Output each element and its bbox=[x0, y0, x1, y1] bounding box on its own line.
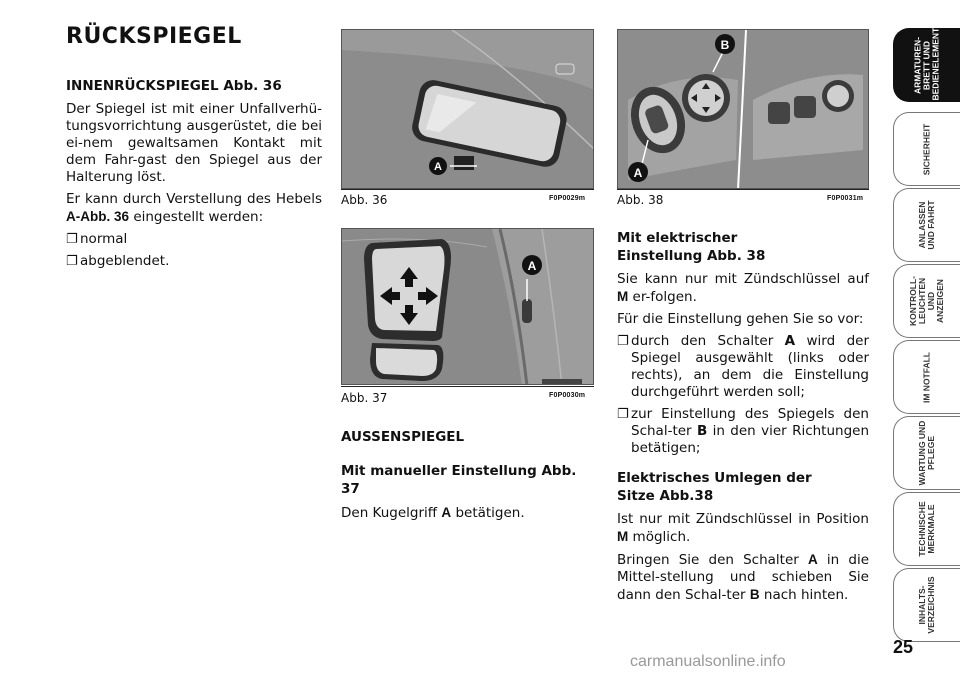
figure-interior-mirror bbox=[341, 29, 594, 189]
subsection-heading: Mit elektrischer Einstellung Abb. 38 bbox=[617, 230, 766, 264]
caption-rule bbox=[341, 386, 594, 387]
subsection-heading: Elektrisches Umlegen der Sitze Abb.38 bbox=[617, 470, 812, 504]
middle-column bbox=[341, 428, 597, 527]
figure-code: F0P0030m bbox=[549, 392, 586, 399]
checkbox-bullet-icon: ❐ bbox=[66, 232, 78, 247]
tab-technische-merkmale[interactable]: TECHNISCHE MERKMALE bbox=[893, 492, 960, 566]
tab-armaturenbrett[interactable]: ARMATUREN- BRETT UND BEDIENELEMENTE bbox=[893, 28, 960, 102]
figure-caption: Abb. 36 bbox=[341, 193, 388, 207]
list-item: ❐ abgeblendet. bbox=[66, 253, 170, 269]
section-heading-interior-mirror: INNENRÜCKSPIEGEL Abb. 36 bbox=[66, 78, 282, 94]
checkbox-bullet-icon: ❐ bbox=[617, 334, 629, 349]
tab-sicherheit[interactable]: SICHERHEIT bbox=[893, 112, 960, 186]
paragraph: Bringen Sie den Schalter A in die Mittel-stellung und schieben Sie dann den Schal-ter B nach hinten. bbox=[617, 552, 869, 603]
figure-caption: Abb. 38 bbox=[617, 193, 664, 207]
paragraph: Er kann durch Verstellung des Hebels A-Abb. 36 eingestellt werden: bbox=[66, 191, 322, 225]
paragraph: Ist nur mit Zündschlüssel in Position M möglich. bbox=[617, 511, 869, 545]
tab-anlassen[interactable]: ANLASSEN UND FAHRT bbox=[893, 188, 960, 262]
page-title: RÜCKSPIEGEL bbox=[66, 24, 242, 49]
caption-rule bbox=[617, 189, 869, 190]
list-item: ❐ normal bbox=[66, 231, 128, 247]
subsection-heading: Mit manueller Einstellung Abb. 37 bbox=[341, 463, 577, 497]
tab-im-notfall[interactable]: IM NOTFALL bbox=[893, 340, 960, 414]
paragraph: Der Spiegel ist mit einer Unfallverhü-tungsvorrichtung ausgerüstet, die bei ei-nem gewaltsamen Kontakt mit dem Fahr-gast den Spiegel aus der Halterung löst. bbox=[66, 101, 322, 185]
figure-code: F0P0031m bbox=[827, 195, 864, 202]
tab-wartung[interactable]: WARTUNG UND PFLEGE bbox=[893, 416, 960, 490]
list-item: ❐ zur Einstellung des Spiegels den Schal-ter B in den vier Richtungen betätigen; bbox=[617, 406, 870, 456]
watermark: carmanualsonline.info bbox=[630, 653, 786, 670]
figure-electric-mirror-switch bbox=[617, 29, 869, 189]
paragraph: Den Kugelgriff A betätigen. bbox=[341, 505, 525, 521]
checkbox-bullet-icon: ❐ bbox=[617, 407, 629, 422]
right-column bbox=[617, 229, 869, 609]
paragraph: Sie kann nur mit Zündschlüssel auf M er-folgen. bbox=[617, 271, 869, 305]
caption-rule bbox=[341, 189, 594, 190]
tab-kontrollleuchten[interactable]: KONTROLL- LEUCHTEN UND ANZEIGEN bbox=[893, 264, 960, 338]
tab-inhaltsverzeichnis[interactable]: INHALTS- VERZEICHNIS bbox=[893, 568, 960, 642]
list-item: ❐ durch den Schalter A wird der Spiegel ausgewählt (links oder rechts), an dem die Einstellung durchgeführt werden soll; bbox=[617, 333, 869, 400]
callout-label-a: A bbox=[527, 259, 537, 273]
paragraph: Für die Einstellung gehen Sie so vor: bbox=[617, 311, 864, 327]
callout-label-a: A bbox=[633, 166, 643, 180]
page-number: 25 bbox=[893, 637, 914, 657]
figure-code: F0P0029m bbox=[549, 195, 586, 202]
callout-label-a: A bbox=[434, 161, 442, 173]
figure-caption: Abb. 37 bbox=[341, 391, 388, 405]
checkbox-bullet-icon: ❐ bbox=[66, 254, 78, 269]
figure-exterior-mirror bbox=[341, 228, 594, 385]
section-heading-exterior-mirror: AUSSENSPIEGEL bbox=[341, 429, 465, 445]
left-column bbox=[66, 24, 322, 275]
callout-label-b: B bbox=[720, 38, 730, 52]
